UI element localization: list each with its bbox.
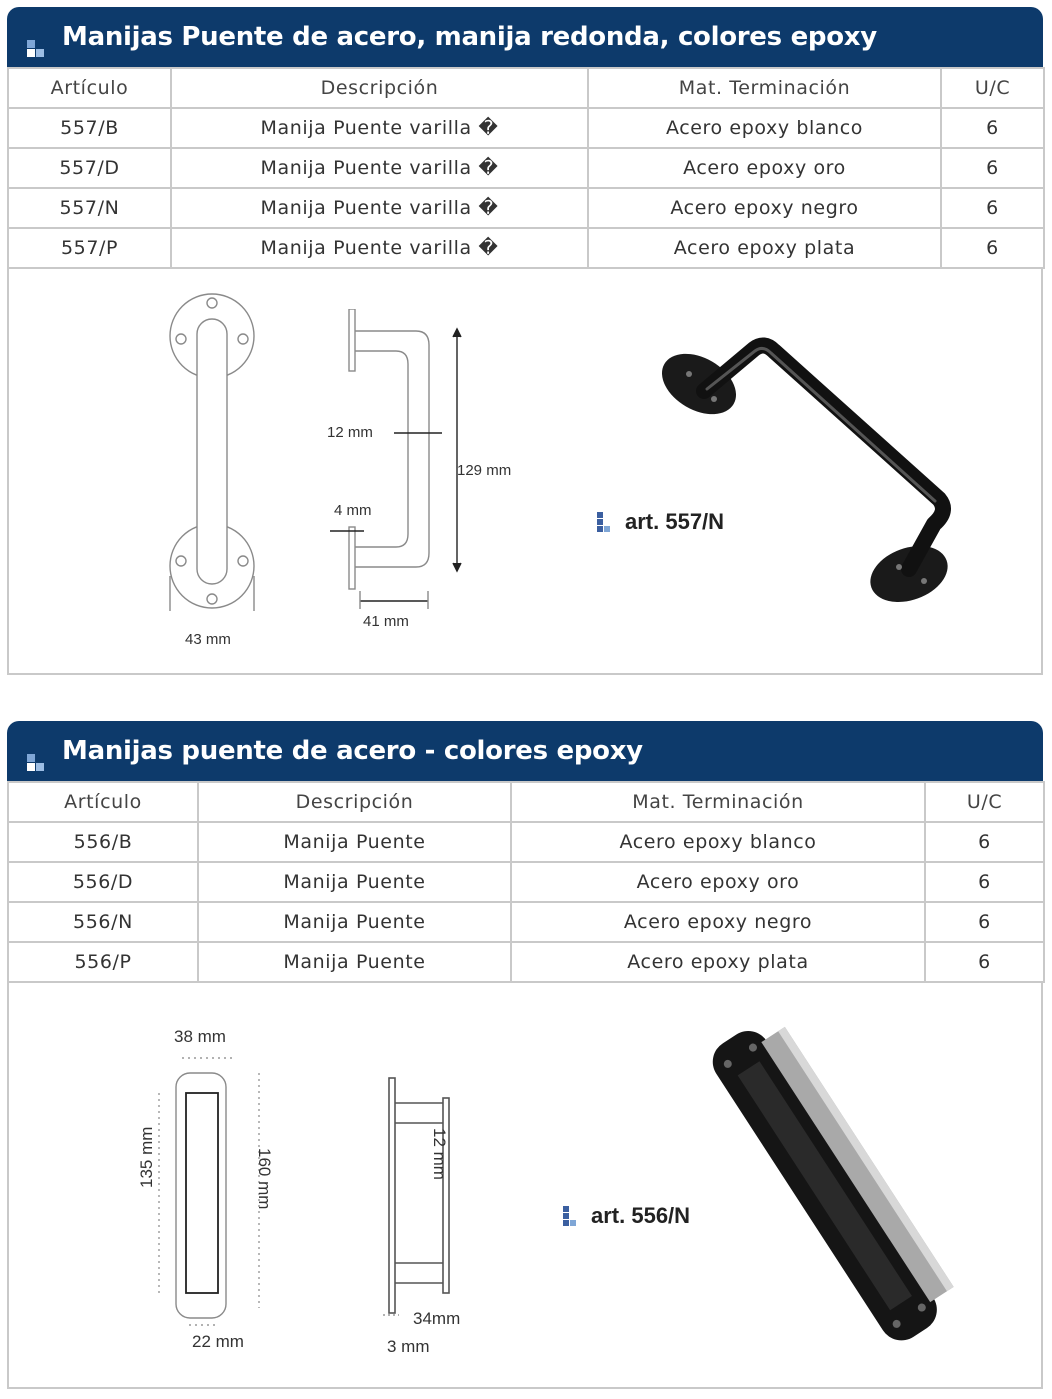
side-view-drawing <box>379 1073 469 1323</box>
description-cell: Manija Puente varilla � <box>171 228 588 268</box>
product-illustration <box>7 983 1043 1389</box>
article-cell: 556/B <box>8 822 198 862</box>
section-header <box>7 7 1043 67</box>
table-row <box>8 902 1044 942</box>
units-cell: 6 <box>941 108 1044 148</box>
article-label-text: art. 557/N <box>625 509 725 534</box>
column-header: Mat. Terminación <box>588 68 941 108</box>
article-cell: 557/B <box>8 108 171 148</box>
section-title: Manijas Puente de acero, manija redonda, colores epoxy <box>62 22 877 52</box>
column-header: U/C <box>925 782 1044 822</box>
column-header: Artículo <box>8 68 171 108</box>
dimension-label: 34mm <box>413 1309 461 1328</box>
finish-cell: Acero epoxy blanco <box>588 108 941 148</box>
column-header: Descripción <box>171 68 588 108</box>
dimension-label: 22 mm <box>192 1332 244 1351</box>
dimension-label: 12 mm <box>327 424 373 441</box>
table-header-row <box>8 782 1044 822</box>
section-556 <box>7 721 1043 1389</box>
product-table <box>7 781 1045 983</box>
dimension-label: 4 mm <box>334 502 372 519</box>
description-cell: Manija Puente varilla � <box>171 148 588 188</box>
table-row <box>8 228 1044 268</box>
product-photo <box>699 1013 959 1353</box>
units-cell: 6 <box>925 822 1044 862</box>
finish-cell: Acero epoxy oro <box>511 862 925 902</box>
article-cell: 557/D <box>8 148 171 188</box>
article-cell: 556/N <box>8 902 198 942</box>
article-cell: 556/P <box>8 942 198 982</box>
dimension-label: 3 mm <box>387 1337 430 1356</box>
product-table <box>7 67 1045 269</box>
finish-cell: Acero epoxy negro <box>588 188 941 228</box>
column-header: Artículo <box>8 782 198 822</box>
table-header-row <box>8 68 1044 108</box>
dimension-label: 129 mm <box>457 462 512 479</box>
blue-squares-icon <box>27 745 53 771</box>
product-illustration <box>7 269 1043 675</box>
dimension-label: 43 mm <box>185 631 231 648</box>
table-row <box>8 942 1044 982</box>
finish-cell: Acero epoxy plata <box>588 228 941 268</box>
blue-squares-icon <box>563 1206 583 1226</box>
units-cell: 6 <box>941 188 1044 228</box>
finish-cell: Acero epoxy blanco <box>511 822 925 862</box>
dimension-label: 135 mm <box>137 1126 156 1188</box>
section-header <box>7 721 1043 781</box>
front-view-drawing <box>159 291 269 621</box>
article-cell: 557/N <box>8 188 171 228</box>
article-cell: 556/D <box>8 862 198 902</box>
dimension-label: 41 mm <box>363 613 409 630</box>
dimension-label: 160 mm <box>255 1148 274 1210</box>
product-photo <box>659 329 959 609</box>
blue-squares-icon <box>27 31 53 57</box>
finish-cell: Acero epoxy plata <box>511 942 925 982</box>
description-cell: Manija Puente <box>198 902 511 942</box>
section-title: Manijas puente de acero - colores epoxy <box>62 736 643 766</box>
article-cell: 557/P <box>8 228 171 268</box>
finish-cell: Acero epoxy oro <box>588 148 941 188</box>
column-header: Mat. Terminación <box>511 782 925 822</box>
table-row <box>8 822 1044 862</box>
description-cell: Manija Puente varilla � <box>171 188 588 228</box>
table-row <box>8 188 1044 228</box>
finish-cell: Acero epoxy negro <box>511 902 925 942</box>
blue-squares-icon <box>597 512 617 532</box>
description-cell: Manija Puente <box>198 862 511 902</box>
dimension-label: 12 mm <box>430 1128 449 1180</box>
column-header: Descripción <box>198 782 511 822</box>
table-row <box>8 108 1044 148</box>
dimension-label: 38 mm <box>174 1027 226 1046</box>
units-cell: 6 <box>925 862 1044 902</box>
units-cell: 6 <box>925 902 1044 942</box>
table-row <box>8 148 1044 188</box>
description-cell: Manija Puente <box>198 942 511 982</box>
description-cell: Manija Puente <box>198 822 511 862</box>
units-cell: 6 <box>941 148 1044 188</box>
description-cell: Manija Puente varilla � <box>171 108 588 148</box>
column-header: U/C <box>941 68 1044 108</box>
article-label <box>563 1203 690 1229</box>
units-cell: 6 <box>941 228 1044 268</box>
table-row <box>8 862 1044 902</box>
units-cell: 6 <box>925 942 1044 982</box>
article-label-text: art. 556/N <box>591 1203 691 1228</box>
section-557 <box>7 7 1043 675</box>
